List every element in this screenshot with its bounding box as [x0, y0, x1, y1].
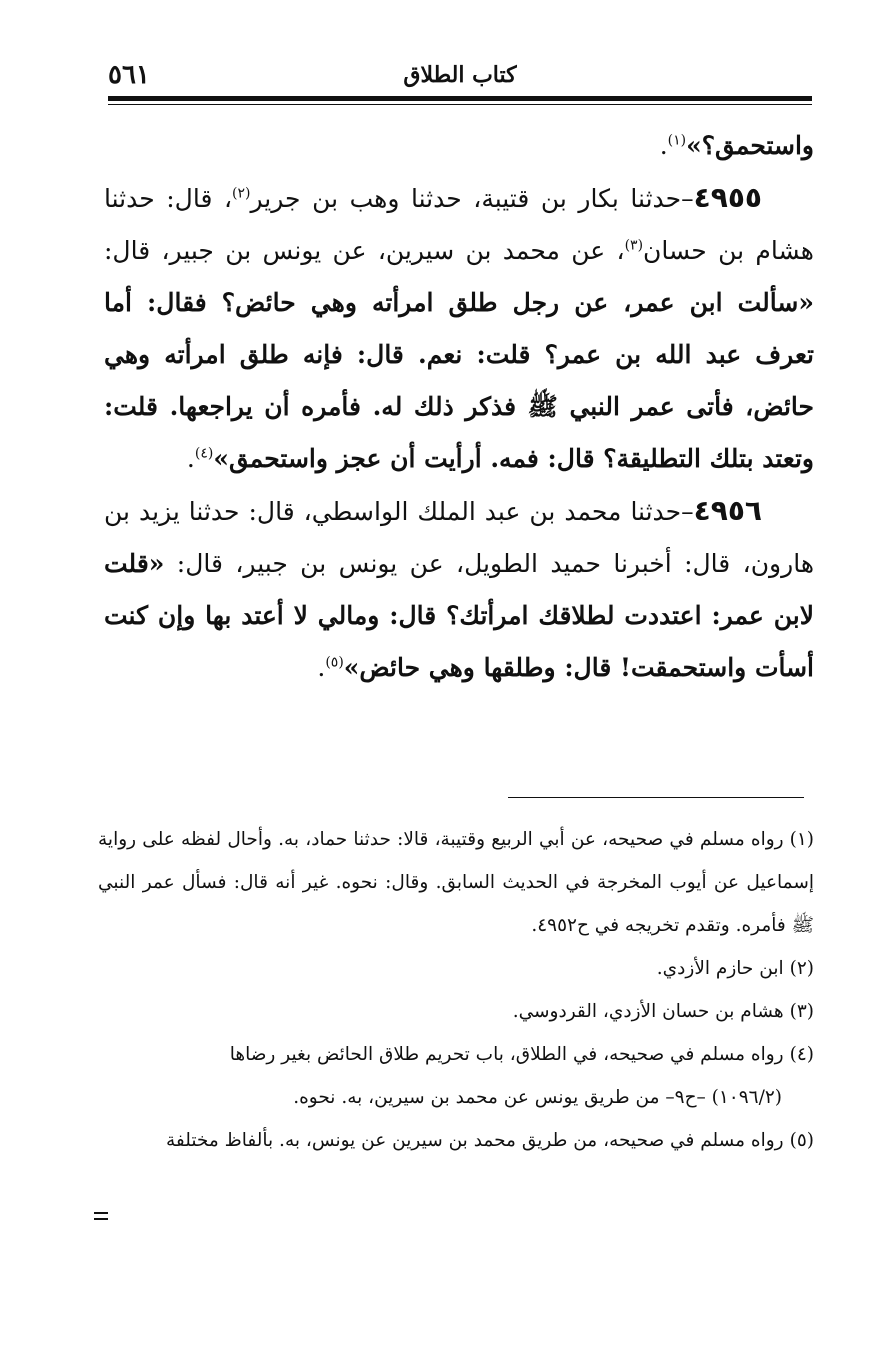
footnote-2-text: ابن حازم الأزدي. [656, 958, 784, 979]
page-header [108, 58, 812, 94]
footnote-4-text: رواه مسلم في صحيحه، في الطلاق، باب تحريم طلاق الحائض بغير رضاها [229, 1044, 784, 1065]
footnote-4 [98, 1033, 814, 1076]
hadith-4955: ٤٩٥٥–حدثنا بكار بن قتيبة، حدثنا وهب بن جرير$^{(٢)}$، قال: حدثنا هشام بن حسان$^{(٣)}$، عن محمد بن سيرين، عن يونس بن جبير، قال: «سألت ابن عمر، عن رجل طلق امرأته وهي حائض؟ فقال: أما تعرف عبد الله بن عمر؟ قلت: نعم. قال: فإنه طلق امرأته وهي حائض، فأتى عمر النبي ﷺ فذكر ذلك له. فأمره أن يراجعها. قلت: وتعتد بتلك التطليقة؟ قال: فمه. أرأيت أن عجز واستحمق»$^{(٤)}$. [104, 181, 814, 473]
footnote-1-text: رواه مسلم في صحيحه، عن أبي الربيع وقتيبة، قالا: حدثنا حماد، به. وأحال لفظه على رواية إسماعيل عن أيوب المخرجة في الحديث السابق. وقال: نحوه. غير أنه قال: فسأل عمر النبي ﷺ فأمره. وتقدم تخريجه في ح٤٩٥٢. [98, 829, 814, 936]
header-rule-thick [108, 96, 812, 101]
book-title: كتاب الطلاق [403, 62, 517, 88]
footnote-ref-3: (٣) [624, 237, 644, 254]
footnote-3-text: هشام بن حسان الأزدي، القردوسي. [512, 1001, 784, 1022]
matn-4956: «قلت لابن عمر: اعتددت لطلاقك امرأتك؟ قال: ومالي لا أعتد بها وإن كنت أسأت واستحمقت! قال: وطلقها وهي حائض» [104, 549, 814, 682]
footnote-1-mark: (١) [789, 829, 814, 850]
footnote-3 [98, 990, 814, 1033]
footnote-4-mark: (٤) [789, 1044, 814, 1065]
isnad-part-1: –حدثنا بكار بن قتيبة، حدثنا وهب بن جرير [250, 184, 694, 213]
footnote-4-continued: (١٠٩٦/٢) –ح٩– من طريق يونس عن محمد بن سيرين، به. نحوه. [293, 1087, 782, 1108]
isnad-4956: –حدثنا محمد بن عبد الملك الواسطي، قال: حدثنا يزيد بن هارون، قال: أخبرنا حميد الطويل، عن يونس بن جبير، قال: [104, 497, 814, 578]
footnote-ref-4: (٤) [194, 445, 214, 462]
footnote-ref-5: (٥) [325, 654, 344, 671]
isnad-part-2: ، قال: حدثنا هشام بن حسان [104, 184, 814, 265]
footnote-ref-2: (٢) [232, 185, 251, 202]
footnotes [98, 818, 814, 1162]
continuation-mark [94, 1212, 108, 1220]
hadith-number-4955: ٤٩٥٥ [693, 181, 762, 214]
footnote-5-text: رواه مسلم في صحيحه، من طريق محمد بن سيرين عن يونس، به. بألفاظ مختلفة [165, 1130, 784, 1151]
footnote-ref-1: (١) [667, 132, 687, 149]
isnad-part-3: ، عن محمد بن سيرين، عن يونس بن جبير، قال: [104, 236, 625, 265]
footnote-5-mark: (٥) [789, 1130, 814, 1151]
page-number: ٥٦١ [108, 60, 150, 90]
footnote-separator [508, 797, 804, 798]
main-text [104, 120, 814, 694]
header-rule-thin [108, 104, 812, 105]
continued-matn: واستحمق؟» [686, 131, 814, 160]
hadith-4956: ٤٩٥٦–حدثنا محمد بن عبد الملك الواسطي، قال: حدثنا يزيد بن هارون، قال: أخبرنا حميد الطويل، عن يونس بن جبير، قال: «قلت لابن عمر: اعتددت لطلاقك امرأتك؟ قال: ومالي لا أعتد بها وإن كنت أسأت واستحمقت! قال: وطلقها وهي حائض»$^{(٥)}$. [104, 494, 814, 682]
matn-4955: «سألت ابن عمر، عن رجل طلق امرأته وهي حائض؟ فقال: أما تعرف عبد الله بن عمر؟ قلت: نعم. قال: فإنه طلق امرأته وهي حائض، فأتى عمر النبي ﷺ فذكر ذلك له. فأمره أن يراجعها. قلت: وتعتد بتلك التطليقة؟ قال: فمه. أرأيت أن عجز واستحمق» [104, 288, 814, 473]
paragraph-continuation: واستحمق؟»$^{(١)}$. [659, 131, 814, 160]
footnote-2-mark: (٢) [789, 958, 814, 979]
footnote-2 [98, 947, 814, 990]
hadith-number-4956: ٤٩٥٦ [693, 494, 762, 527]
footnote-1 [98, 818, 814, 947]
footnote-3-mark: (٣) [789, 1001, 814, 1022]
footnote-5 [98, 1119, 814, 1162]
